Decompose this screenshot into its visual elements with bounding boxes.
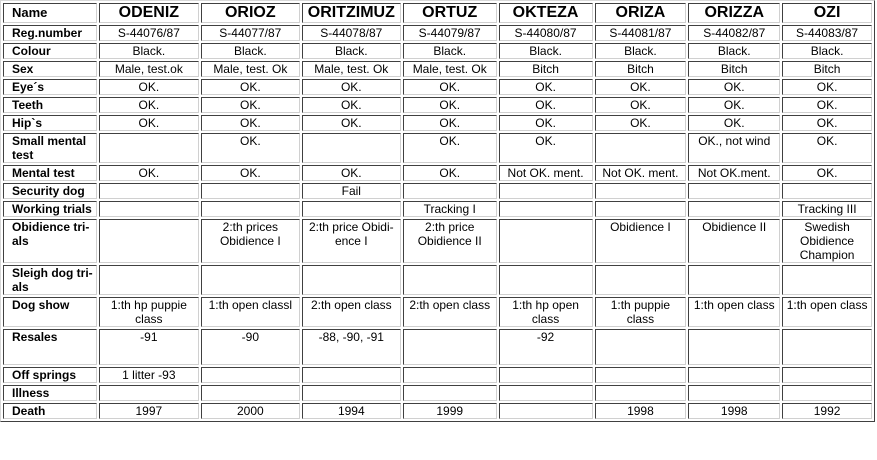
row-label-teeth: Teeth <box>3 97 97 113</box>
table-cell: OK. <box>595 115 687 131</box>
table-row <box>3 165 872 181</box>
table-cell: S-44082/87 <box>688 25 780 41</box>
table-cell: OK. <box>782 115 872 131</box>
table-row <box>3 79 872 95</box>
table-cell: 1:th open class <box>782 297 872 327</box>
table-cell: Swedish Obidience Champion <box>782 219 872 263</box>
table-cell: OK. <box>302 79 401 95</box>
table-cell <box>99 183 199 199</box>
table-cell <box>499 367 593 383</box>
table-cell: Black. <box>782 43 872 59</box>
table-cell: OK. <box>688 115 780 131</box>
table-cell <box>782 367 872 383</box>
table-row <box>3 97 872 113</box>
row-label-reg-number: Reg.number <box>3 25 97 41</box>
row-label-dog-show: Dog show <box>3 297 97 327</box>
table-cell: Tracking III <box>782 201 872 217</box>
table-cell: OK. <box>99 79 199 95</box>
table-cell <box>595 329 687 365</box>
table-cell: Obidience I <box>595 219 687 263</box>
table-cell <box>403 265 497 295</box>
table-cell: OK. <box>782 79 872 95</box>
table-cell <box>403 367 497 383</box>
table-cell: OK. <box>499 79 593 95</box>
table-cell: -90 <box>201 329 300 365</box>
table-row <box>3 297 872 327</box>
table-cell <box>782 329 872 365</box>
table-cell: Black. <box>595 43 687 59</box>
table-cell: 2:th open class <box>403 297 497 327</box>
table-cell: OK. <box>302 97 401 113</box>
table-cell <box>201 183 300 199</box>
table-cell <box>688 183 780 199</box>
row-label-eyes: Eye´s <box>3 79 97 95</box>
table-cell: OK. <box>201 165 300 181</box>
table-cell <box>688 265 780 295</box>
table-cell <box>302 385 401 401</box>
table-cell: OK. <box>302 165 401 181</box>
table-row <box>3 403 872 419</box>
table-row <box>3 61 872 77</box>
dog-name: ORTUZ <box>403 3 497 23</box>
table-cell: Not OK. ment. <box>595 165 687 181</box>
table-cell: Black. <box>499 43 593 59</box>
table-cell: Bitch <box>688 61 780 77</box>
table-cell: OK. <box>688 97 780 113</box>
row-label-security-dog: Security dog <box>3 183 97 199</box>
table-cell <box>499 183 593 199</box>
table-cell: S-44083/87 <box>782 25 872 41</box>
dog-name: OZI <box>782 3 872 23</box>
row-label-resales: Resales <box>3 329 97 365</box>
table-cell <box>595 265 687 295</box>
table-row <box>3 25 872 41</box>
table-cell: OK. <box>99 97 199 113</box>
table-cell <box>302 367 401 383</box>
table-cell: 2:th open class <box>302 297 401 327</box>
table-cell: OK. <box>782 133 872 163</box>
table-cell: OK. <box>688 79 780 95</box>
table-row <box>3 367 872 383</box>
table-body <box>3 25 872 419</box>
table-row <box>3 133 872 163</box>
table-cell: Bitch <box>499 61 593 77</box>
table-cell <box>688 201 780 217</box>
table-cell: S-44079/87 <box>403 25 497 41</box>
table-cell <box>782 385 872 401</box>
table-cell: 1:th puppie class <box>595 297 687 327</box>
row-label-illness: Illness <box>3 385 97 401</box>
row-label-death: Death <box>3 403 97 419</box>
table-cell <box>403 329 497 365</box>
table-cell: -88, -90, -91 <box>302 329 401 365</box>
table-cell: 1997 <box>99 403 199 419</box>
table-row <box>3 265 872 295</box>
table-row <box>3 201 872 217</box>
table-cell: S-44078/87 <box>302 25 401 41</box>
table-cell: Tracking I <box>403 201 497 217</box>
table-cell: S-44080/87 <box>499 25 593 41</box>
table-cell: OK. <box>201 133 300 163</box>
table-cell <box>595 201 687 217</box>
table-cell <box>99 385 199 401</box>
table-cell <box>99 219 199 263</box>
table-cell <box>99 201 199 217</box>
table-cell <box>499 265 593 295</box>
row-label-colour: Colour <box>3 43 97 59</box>
table-cell: 1:th open classl <box>201 297 300 327</box>
row-label-working-trials: Working trials <box>3 201 97 217</box>
table-cell: 1:th hp puppie class <box>99 297 199 327</box>
table-cell <box>201 385 300 401</box>
table-cell <box>302 201 401 217</box>
table-cell: Male, test. Ok <box>403 61 497 77</box>
dog-name: ORIZZA <box>688 3 780 23</box>
corner-label: Name <box>3 3 97 23</box>
table-cell <box>302 133 401 163</box>
table-cell: 1994 <box>302 403 401 419</box>
table-cell <box>595 385 687 401</box>
table-row <box>3 183 872 199</box>
table-cell <box>595 133 687 163</box>
table-cell <box>782 183 872 199</box>
table-cell <box>499 201 593 217</box>
row-label-obidience-trials: Obidience tri-als <box>3 219 97 263</box>
dog-name: ODENIZ <box>99 3 199 23</box>
table-cell: Bitch <box>782 61 872 77</box>
row-label-sex: Sex <box>3 61 97 77</box>
table-cell: OK. <box>403 115 497 131</box>
row-label-mental-test: Mental test <box>3 165 97 181</box>
table-cell: 1:th open class <box>688 297 780 327</box>
table-cell: S-44076/87 <box>99 25 199 41</box>
table-cell <box>688 329 780 365</box>
table-cell <box>595 183 687 199</box>
table-cell: Fail <box>302 183 401 199</box>
table-cell: 1 litter -93 <box>99 367 199 383</box>
table-cell: OK. <box>782 165 872 181</box>
table-cell: OK. <box>403 165 497 181</box>
header-row <box>3 3 872 23</box>
table-cell: Male, test. Ok <box>201 61 300 77</box>
table-cell: Not OK. ment. <box>499 165 593 181</box>
table-cell: 2:th prices Obidience I <box>201 219 300 263</box>
table-cell: Black. <box>688 43 780 59</box>
dog-name: ORITZIMUZ <box>302 3 401 23</box>
table-cell: OK. <box>595 97 687 113</box>
table-cell <box>403 183 497 199</box>
table-cell: OK. <box>499 97 593 113</box>
table-cell: 2000 <box>201 403 300 419</box>
table-cell <box>499 403 593 419</box>
table-cell <box>595 367 687 383</box>
table-cell: Black. <box>201 43 300 59</box>
table-row <box>3 43 872 59</box>
table-cell: OK. <box>499 133 593 163</box>
table-cell: Black. <box>403 43 497 59</box>
table-cell <box>99 265 199 295</box>
dog-name: ORIOZ <box>201 3 300 23</box>
table-cell <box>688 385 780 401</box>
table-cell: Not OK.ment. <box>688 165 780 181</box>
table-cell: OK. <box>201 115 300 131</box>
table-row <box>3 329 872 365</box>
row-label-small-mental-test: Small mental test <box>3 133 97 163</box>
table-cell: OK. <box>99 165 199 181</box>
table-cell: OK. <box>201 79 300 95</box>
table-cell: Bitch <box>595 61 687 77</box>
table-cell: OK. <box>403 79 497 95</box>
table-cell <box>99 133 199 163</box>
table-cell <box>688 367 780 383</box>
table-cell: 1998 <box>688 403 780 419</box>
table-cell <box>201 265 300 295</box>
table-cell <box>782 265 872 295</box>
table-cell: OK. <box>782 97 872 113</box>
table-cell: -91 <box>99 329 199 365</box>
table-cell <box>499 385 593 401</box>
table-cell: OK. <box>403 97 497 113</box>
table-cell: OK., not wind <box>688 133 780 163</box>
table-cell: OK. <box>499 115 593 131</box>
table-cell: 1992 <box>782 403 872 419</box>
table-cell: 1998 <box>595 403 687 419</box>
table-cell: Obidience II <box>688 219 780 263</box>
table-cell <box>403 385 497 401</box>
table-cell: -92 <box>499 329 593 365</box>
row-label-hips: Hip`s <box>3 115 97 131</box>
table-cell: Black. <box>302 43 401 59</box>
table-cell: OK. <box>302 115 401 131</box>
table-cell: S-44077/87 <box>201 25 300 41</box>
table-cell: Black. <box>99 43 199 59</box>
table-row <box>3 219 872 263</box>
table-cell: OK. <box>595 79 687 95</box>
dog-name: ORIZA <box>595 3 687 23</box>
table-row <box>3 115 872 131</box>
table-cell <box>499 219 593 263</box>
table-cell: OK. <box>403 133 497 163</box>
table-cell: S-44081/87 <box>595 25 687 41</box>
table-cell: 2:th price Obidi-ence I <box>302 219 401 263</box>
row-label-off-springs: Off springs <box>3 367 97 383</box>
dog-name: OKTEZA <box>499 3 593 23</box>
table-cell: OK. <box>201 97 300 113</box>
table-cell: OK. <box>99 115 199 131</box>
table-cell: 2:th price Obidience II <box>403 219 497 263</box>
table-cell <box>201 367 300 383</box>
table-cell: 1999 <box>403 403 497 419</box>
table-cell: Male, test. Ok <box>302 61 401 77</box>
table-cell <box>302 265 401 295</box>
table-cell <box>201 201 300 217</box>
row-label-sleigh-dog-trials: Sleigh dog tri-als <box>3 265 97 295</box>
table-cell: 1:th hp open class <box>499 297 593 327</box>
table-cell: Male, test.ok <box>99 61 199 77</box>
table-row <box>3 385 872 401</box>
